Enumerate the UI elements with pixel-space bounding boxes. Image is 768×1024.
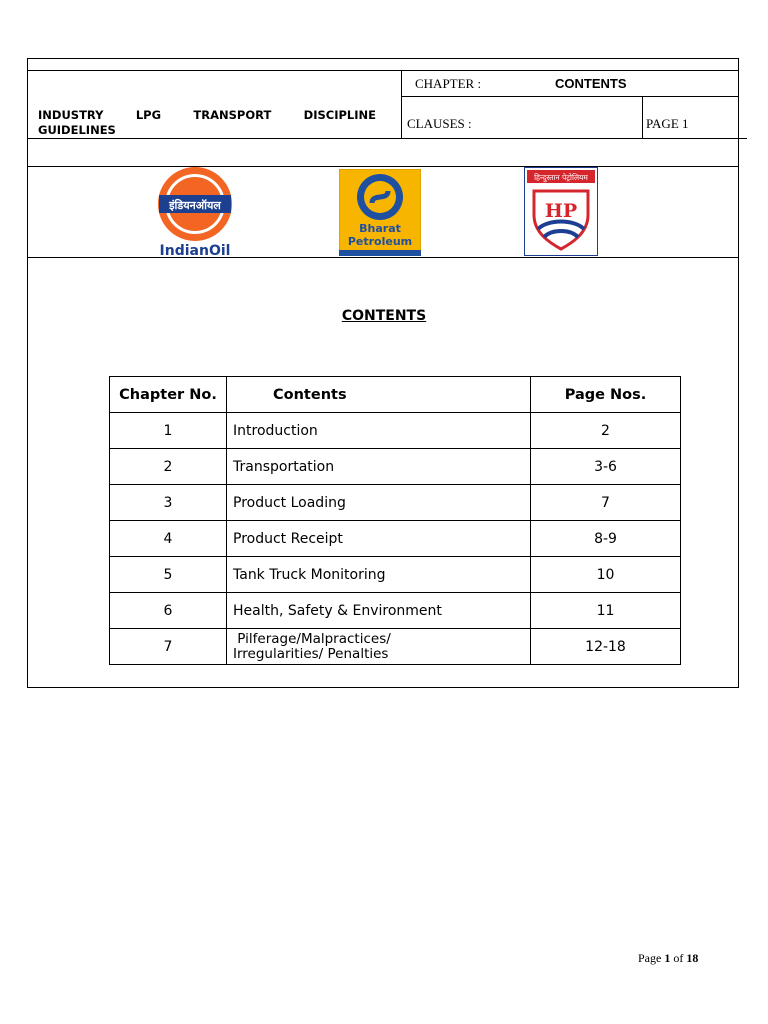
bharat-line2: Petroleum — [347, 235, 413, 248]
header-divider — [401, 70, 402, 138]
indianoil-logo — [150, 166, 240, 258]
chapter-number: 7 — [110, 629, 227, 665]
hp-mark-text: HP — [544, 200, 578, 222]
chapter-title: Transportation — [227, 449, 531, 485]
header-rule — [27, 257, 739, 258]
bharat-line1: Bharat — [359, 222, 401, 235]
column-header-contents: Contents — [227, 377, 531, 413]
chapter-label: CHAPTER : — [415, 76, 482, 91]
chapter-title: Product Receipt — [227, 521, 531, 557]
chapter-pages: 8-9 — [531, 521, 681, 557]
indianoil-hindi-text: इंडियनऑयल — [169, 199, 221, 212]
column-header-chapter: Chapter No. — [110, 377, 227, 413]
header-rule — [27, 166, 739, 167]
table-row — [110, 521, 681, 557]
chapter-value: CONTENTS — [555, 76, 627, 91]
chapter-number: 2 — [110, 449, 227, 485]
hp-hindi-text: हिन्दुस्तान पेट्रोलियम — [534, 173, 588, 182]
table-row — [110, 413, 681, 449]
header-divider — [642, 96, 643, 138]
header-rule — [27, 70, 739, 71]
chapter-title-line1: Pilferage/Malpractices/ — [233, 630, 391, 647]
contents-table — [109, 376, 681, 665]
chapter-title-line2: Irregularities/ Penalties — [233, 645, 389, 662]
chapter-pages: 3-6 — [531, 449, 681, 485]
table-row — [110, 557, 681, 593]
chapter-pages: 12-18 — [531, 629, 681, 665]
hp-logo — [524, 167, 598, 256]
chapter-title — [227, 629, 531, 665]
chapter-pages: 2 — [531, 413, 681, 449]
header-rule — [401, 96, 739, 97]
chapter-title: Health, Safety & Environment — [227, 593, 531, 629]
chapter-number: 1 — [110, 413, 227, 449]
table-row — [110, 593, 681, 629]
chapter-number: 3 — [110, 485, 227, 521]
document-title-line2: GUIDELINES — [38, 123, 116, 137]
table-row — [110, 449, 681, 485]
chapter-pages: 7 — [531, 485, 681, 521]
total-pages: 18 — [686, 951, 699, 965]
chapter-pages: 10 — [531, 557, 681, 593]
chapter-number: 4 — [110, 521, 227, 557]
bharat-petroleum-logo — [339, 169, 421, 256]
chapter-number: 6 — [110, 593, 227, 629]
indianoil-name-text: IndianOil — [159, 243, 231, 258]
page-footer: Page 1 of 18 — [638, 951, 699, 965]
contents-heading: CONTENTS — [341, 308, 427, 324]
chapter-title: Product Loading — [227, 485, 531, 521]
page-label: PAGE 1 — [646, 116, 689, 131]
table-row — [110, 629, 681, 665]
column-header-pages: Page Nos. — [531, 377, 681, 413]
chapter-number: 5 — [110, 557, 227, 593]
clauses-label: CLAUSES : — [407, 116, 472, 131]
document-title: INDUSTRY LPG TRANSPORT DISCIPLINE — [38, 108, 376, 122]
chapter-title: Introduction — [227, 413, 531, 449]
header-rule — [27, 138, 747, 139]
table-row — [110, 485, 681, 521]
chapter-pages: 11 — [531, 593, 681, 629]
chapter-title: Tank Truck Monitoring — [227, 557, 531, 593]
table-header-row — [110, 377, 681, 413]
current-page: 1 — [664, 951, 671, 965]
